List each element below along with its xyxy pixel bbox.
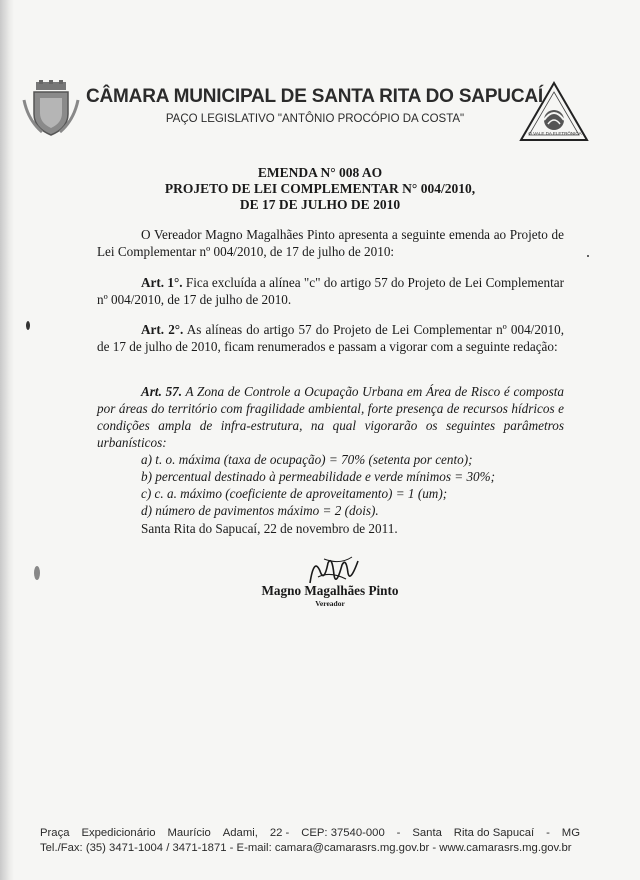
article-57-block <box>97 383 564 519</box>
date-line: Santa Rita do Sapucaí, 22 de novembro de 2011. <box>141 521 398 536</box>
list-item: b) percentual destinado à permeabilidade e verde mínimos = 30%; <box>141 469 496 484</box>
scan-edge-shadow <box>0 0 14 880</box>
institution-subtitle: PAÇO LEGISLATIVO "ANTÔNIO PROCÓPIO DA COSTA" <box>165 113 465 125</box>
article-2-text: As alíneas do artigo 57 do Projeto de Lei Complementar nº 004/2010, de 17 de julho de 2010, ficam renumerados e passam a vigorar com a seguinte redação: <box>97 322 564 354</box>
article-57-paragraph <box>97 383 564 451</box>
footer-word: Rita do Sapucaí <box>453 827 535 839</box>
footer-word: Maurício <box>167 827 211 839</box>
document-title <box>120 165 520 213</box>
title-line: DE 17 DE JULHO DE 2010 <box>239 197 401 212</box>
footer-word: CEP: 37540-000 <box>301 827 385 839</box>
footer-word: Adami, <box>222 827 258 839</box>
footer-word: - <box>546 827 550 839</box>
signatory-role: Vereador <box>315 599 345 608</box>
scan-speck <box>587 255 589 257</box>
article-1-text: Fica excluída a alínea "c" do artigo 57 do Projeto de Lei Complementar nº 004/2010, de 17 de julho de 2010. <box>97 275 564 307</box>
title-line: PROJETO DE LEI COMPLEMENTAR N° 004/2010, <box>164 181 476 196</box>
footer-word: Expedicionário <box>81 827 156 839</box>
article-2-paragraph <box>97 321 564 355</box>
signatory-name: Magno Magalhães Pinto <box>261 583 399 598</box>
article-1-paragraph <box>97 274 564 308</box>
list-item: d) número de pavimentos máximo = 2 (dois). <box>141 503 379 518</box>
institution-title: CÂMARA MUNICIPAL DE SANTA RITA DO SAPUCAÍ <box>86 86 543 107</box>
logo-caption: O VALE DA ELETRÔNICA <box>528 131 582 136</box>
title-line: EMENDA N° 008 AO <box>257 165 383 180</box>
article-57-label: Art. 57. <box>141 384 183 399</box>
footer-word: MG <box>561 827 580 839</box>
scan-speck <box>34 566 40 580</box>
scan-speck <box>26 321 30 330</box>
footer-address-line <box>40 826 580 841</box>
list-item: c) c. a. máximo (coeficiente de aproveitamento) = 1 (um); <box>141 486 448 501</box>
municipal-crest-icon <box>22 80 80 138</box>
footer-word: 22 - <box>269 827 290 839</box>
footer-word: Santa <box>412 827 442 839</box>
footer-word: - <box>396 827 401 839</box>
page-footer <box>40 826 580 856</box>
article-2-label: Art. 2°. <box>141 322 184 337</box>
article-57-text: A Zona de Controle a Ocupação Urbana em Área de Risco é composta por áreas do território com fragilidade ambiental, forte presença de recursos hídricos e condições ampla de infra-estrutura, na qual vigorarão os seguintes parâmetros urbanísticos: <box>97 384 564 450</box>
article-1-label: Art. 1°. <box>141 275 183 290</box>
footer-word: Praça <box>40 827 70 839</box>
footer-contact-line: Tel./Fax: (35) 3471-1004 / 3471-1871 - E-mail: camara@camarasrs.mg.gov.br - www.camarasrs.mg.gov.br <box>40 842 572 854</box>
list-item: a) t. o. máxima (taxa de ocupação) = 70% (setenta por cento); <box>141 452 473 467</box>
intro-paragraph: O Vereador Magno Magalhães Pinto apresenta a seguinte emenda ao Projeto de Lei Complementar nº 004/2010, de 17 de julho de 2010: <box>97 227 564 259</box>
